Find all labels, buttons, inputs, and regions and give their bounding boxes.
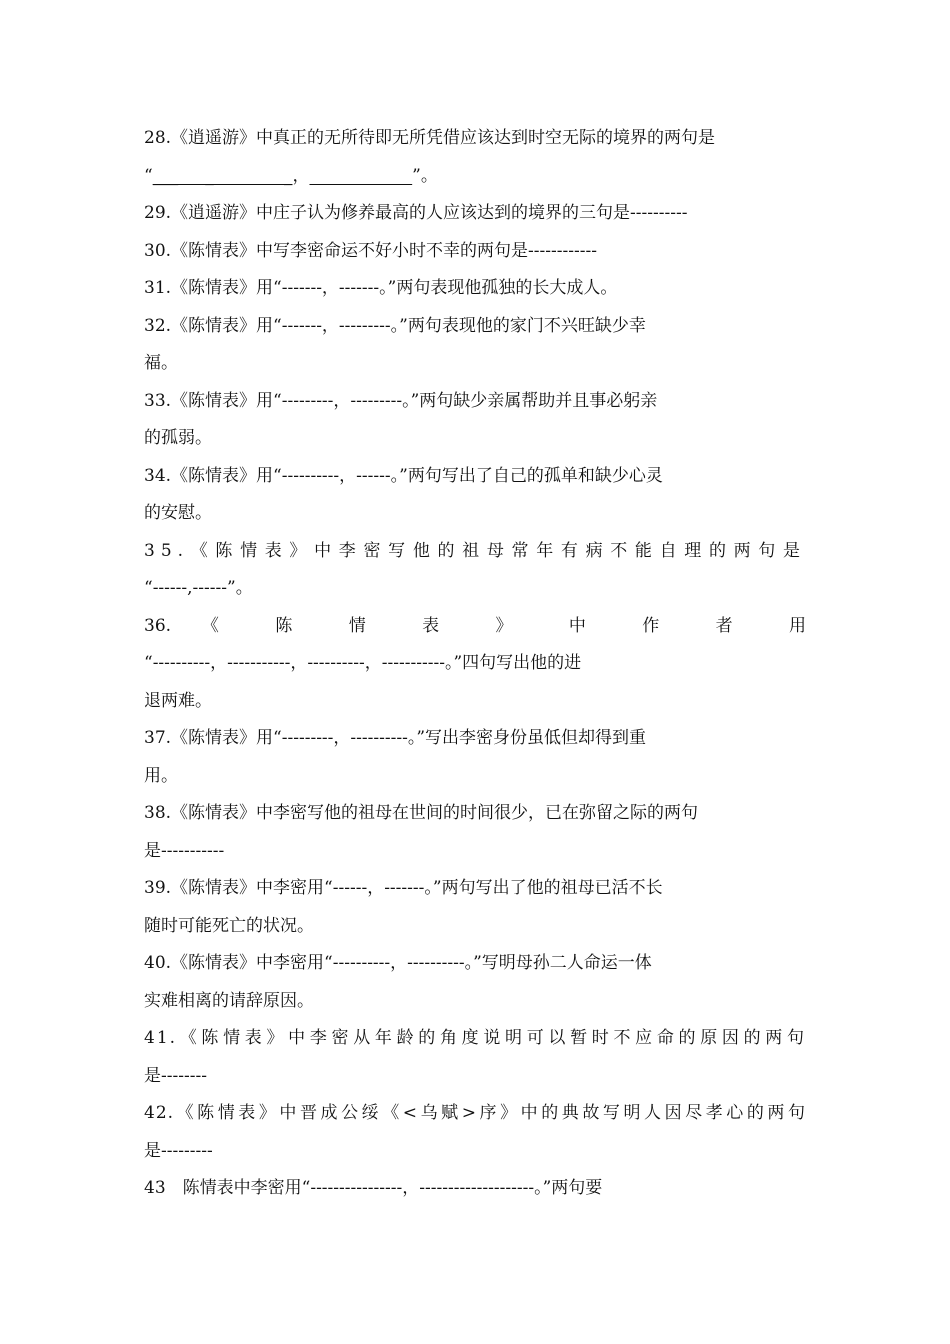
question-39-line-2: 随时可能死亡的状况。 [144, 915, 314, 936]
question-43-line-1: 43 陈情表中李密用“----------------，--------------------。”两句要 [144, 1178, 603, 1198]
question-37-line-2: 用。 [144, 765, 178, 786]
question-33-line-2: 的孤弱。 [144, 428, 212, 448]
question-41-line-2: 是-------- [144, 1065, 207, 1086]
question-35-line-2: “------,------”。 [144, 578, 253, 598]
question-42-line-1: 42.《陈情表》中晋成公绥《<乌赋>序》中的典故写明人因尽孝心的两句 [144, 1103, 806, 1123]
question-39-line-1: 39.《陈情表》中李密用“------，-------。”两句写出了他的祖母已活不长 [144, 878, 663, 898]
document-page [144, 120, 806, 1208]
question-36-line-2: “----------，-----------，----------，-----------。”四句写出他的进 [144, 653, 582, 673]
question-40-line-2: 实难相离的请辞原因。 [144, 990, 314, 1011]
question-36-line-3: 退两难。 [144, 690, 212, 711]
question-28-line-2 [144, 158, 806, 196]
question-34-line-2: 的安慰。 [144, 503, 212, 523]
comma: ， [292, 165, 310, 186]
question-32-line-2: 福。 [144, 353, 178, 373]
question-28-line-1: 28.《逍遥游》中真正的无所待即无所凭借应该达到时空无际的境界的两句是 [144, 128, 716, 148]
question-42-line-2: 是--------- [144, 1140, 213, 1161]
question-38-line-2: 是----------- [144, 840, 225, 861]
question-29-line-1: 29.《逍遥游》中庄子认为修养最高的人应该达到的境界的三句是---------- [144, 203, 688, 223]
question-31-line-1: 31.《陈情表》用“-------，-------。”两句表现他孤独的长大成人。 [144, 278, 618, 298]
question-32-line-1: 32.《陈情表》用“-------，---------。”两句表现他的家门不兴旺缺少幸 [144, 315, 646, 336]
question-36-line-1: 36. 《 陈 情 表 》 中 作 者 用 [144, 615, 806, 636]
answer-blank-2[interactable] [309, 166, 412, 186]
question-34-line-1: 34.《陈情表》用“----------，------。”两句写出了自己的孤单和缺少心灵 [144, 465, 663, 486]
question-40-line-1: 40.《陈情表》中李密用“----------，----------。”写明母孙二人命运一体 [144, 953, 652, 973]
question-41-line-1: 41.《陈情表》中李密从年龄的角度说明可以暂时不应命的原因的两句 [144, 1028, 806, 1048]
question-37-line-1: 37.《陈情表》用“---------，----------。”写出李密身份虽低但却得到重 [144, 728, 647, 748]
answer-blank-1[interactable]: ___ _ _ [152, 165, 293, 186]
question-35-line-1: 35.《陈情表》中李密写他的祖母常年有病不能自理的两句是 [144, 540, 806, 561]
question-33-line-1: 33.《陈情表》用“---------，---------。”两句缺少亲属帮助并且事必躬亲 [144, 390, 658, 411]
close-quote: ”。 [412, 165, 438, 186]
open-quote: “ [144, 165, 153, 186]
question-30-line-1: 30.《陈情表》中写李密命运不好小时不幸的两句是------------ [144, 240, 597, 261]
question-38-line-1: 38.《陈情表》中李密写他的祖母在世间的时间很少，已在弥留之际的两句 [144, 803, 699, 823]
